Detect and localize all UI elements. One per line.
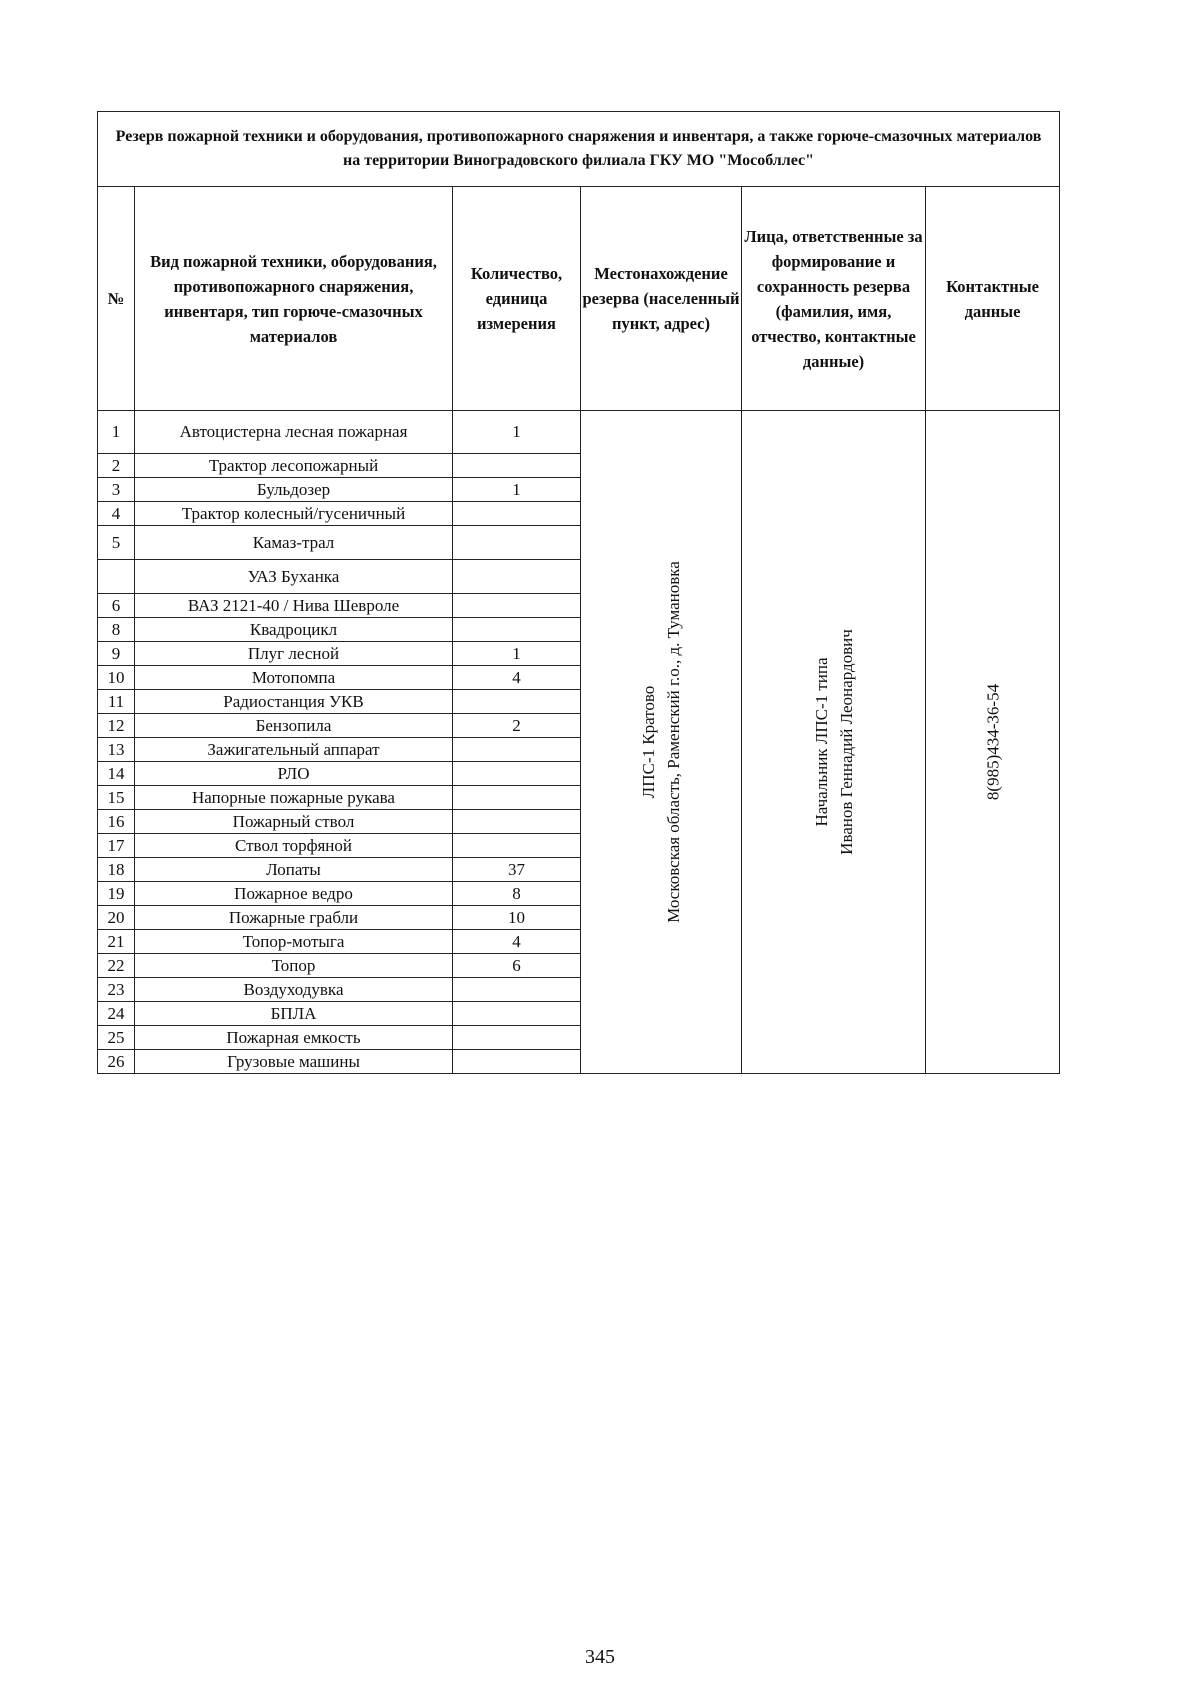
row-name: Плуг лесной (135, 642, 453, 666)
row-qty: 37 (453, 858, 581, 882)
row-num: 21 (98, 930, 135, 954)
row-qty (453, 1050, 581, 1074)
row-qty (453, 834, 581, 858)
row-num: 15 (98, 786, 135, 810)
row-name: Воздуходувка (135, 978, 453, 1002)
row-qty (453, 594, 581, 618)
row-qty (453, 786, 581, 810)
row-num: 22 (98, 954, 135, 978)
row-name: Пожарные грабли (135, 906, 453, 930)
responsible-cell (742, 411, 926, 1074)
row-num: 25 (98, 1026, 135, 1050)
row-name: БПЛА (135, 1002, 453, 1026)
row-qty (453, 560, 581, 594)
row-qty: 10 (453, 906, 581, 930)
row-num: 3 (98, 478, 135, 502)
row-name: Пожарный ствол (135, 810, 453, 834)
header-responsible: Лица, ответственные за формирование и сохранность резерва (фамилия, имя, отчество, контактные данные) (742, 187, 926, 411)
responsible-line2: Иванов Геннадий Леонардович (836, 629, 856, 855)
location-line2: Московская область, Раменский г.о., д. Тумановка (664, 561, 683, 923)
row-name: Мотопомпа (135, 666, 453, 690)
row-qty (453, 526, 581, 560)
row-qty: 1 (453, 642, 581, 666)
row-name: Грузовые машины (135, 1050, 453, 1074)
row-name: Топор-мотыга (135, 930, 453, 954)
row-num: 11 (98, 690, 135, 714)
contact-cell (926, 411, 1060, 1074)
row-num: 6 (98, 594, 135, 618)
row-num: 13 (98, 738, 135, 762)
header-location: Местонахождение резерва (населенный пункт, адрес) (581, 187, 742, 411)
row-num: 14 (98, 762, 135, 786)
table-title: Резерв пожарной техники и оборудования, противопожарного снаряжения и инвентаря, а также горюче-смазочных материалов на территории Виноградовского филиала ГКУ МО "Мособллес" (98, 112, 1060, 187)
row-name: УАЗ Буханка (135, 560, 453, 594)
row-qty (453, 1026, 581, 1050)
row-name: Зажигательный аппарат (135, 738, 453, 762)
row-name: ВАЗ 2121-40 / Нива Шевроле (135, 594, 453, 618)
reserve-table (97, 111, 1060, 1074)
row-qty: 4 (453, 930, 581, 954)
row-qty (453, 762, 581, 786)
row-qty: 4 (453, 666, 581, 690)
row-num: 12 (98, 714, 135, 738)
row-num: 26 (98, 1050, 135, 1074)
row-qty: 8 (453, 882, 581, 906)
row-num: 16 (98, 810, 135, 834)
table-row (98, 411, 1060, 454)
header-qty: Количество, единица измерения (453, 187, 581, 411)
row-qty (453, 1002, 581, 1026)
row-name: Квадроцикл (135, 618, 453, 642)
row-name: Пожарное ведро (135, 882, 453, 906)
row-qty (453, 978, 581, 1002)
row-qty (453, 810, 581, 834)
row-name: Автоцистерна лесная пожарная (135, 411, 453, 454)
row-num: 1 (98, 411, 135, 454)
location-text (636, 561, 686, 923)
row-num: 18 (98, 858, 135, 882)
row-num: 19 (98, 882, 135, 906)
row-num: 2 (98, 454, 135, 478)
row-qty: 1 (453, 478, 581, 502)
row-num: 5 (98, 526, 135, 560)
row-qty (453, 690, 581, 714)
location-cell (581, 411, 742, 1074)
responsible-line1: Начальник ЛПС-1 типа (811, 657, 831, 827)
row-qty: 6 (453, 954, 581, 978)
responsible-text (809, 629, 859, 855)
row-num: 8 (98, 618, 135, 642)
row-name: Трактор лесопожарный (135, 454, 453, 478)
row-name: Бензопила (135, 714, 453, 738)
header-num: № (98, 187, 135, 411)
row-num: 24 (98, 1002, 135, 1026)
row-name: Бульдозер (135, 478, 453, 502)
row-name: Топор (135, 954, 453, 978)
row-name: Напорные пожарные рукава (135, 786, 453, 810)
row-num: 9 (98, 642, 135, 666)
location-line1: ЛПС-1 Кратово (639, 685, 658, 799)
row-name: Радиостанция УКВ (135, 690, 453, 714)
row-qty: 2 (453, 714, 581, 738)
row-num: 20 (98, 906, 135, 930)
row-name: Пожарная емкость (135, 1026, 453, 1050)
header-type: Вид пожарной техники, оборудования, противопожарного снаряжения, инвентаря, тип горюче-смазочных материалов (135, 187, 453, 411)
row-num: 4 (98, 502, 135, 526)
contact-text: 8(985)434-36-54 (983, 683, 1003, 801)
row-num: 10 (98, 666, 135, 690)
row-qty (453, 502, 581, 526)
row-num: 17 (98, 834, 135, 858)
row-name: Лопаты (135, 858, 453, 882)
row-name: РЛО (135, 762, 453, 786)
row-qty (453, 618, 581, 642)
row-num: 23 (98, 978, 135, 1002)
row-name: Ствол торфяной (135, 834, 453, 858)
header-contacts: Контактные данные (926, 187, 1060, 411)
row-num (98, 560, 135, 594)
row-qty (453, 738, 581, 762)
row-name: Трактор колесный/гусеничный (135, 502, 453, 526)
row-name: Камаз-трал (135, 526, 453, 560)
row-qty: 1 (453, 411, 581, 454)
row-qty (453, 454, 581, 478)
page-number: 345 (585, 1646, 615, 1668)
